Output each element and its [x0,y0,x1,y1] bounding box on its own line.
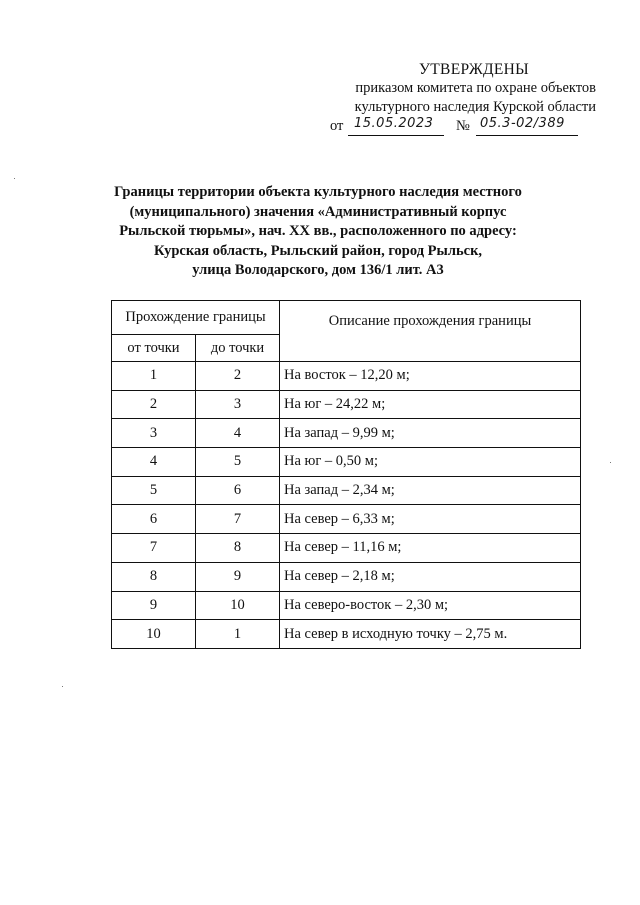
from-point: 5 [112,476,196,505]
to-point: 5 [196,448,280,477]
from-point: 3 [112,419,196,448]
approval-block [326,60,596,141]
document-heading [90,183,546,281]
scan-speck [62,686,63,687]
from-point: 10 [112,620,196,649]
table-row [112,476,581,505]
approval-title: УТВЕРЖДЕНЫ [419,61,529,78]
from-point: 4 [112,448,196,477]
segment-description: На север – 11,16 м; [280,534,581,563]
to-point: 1 [196,620,280,649]
header-description: Описание прохождения границы [280,301,581,362]
number-prefix: № [456,118,470,134]
heading-line-4: Курская область, Рыльский район, город Рыльск, [153,242,483,259]
segment-description: На запад – 2,34 м; [280,476,581,505]
header-boundary-passage: Прохождение границы [112,301,280,335]
table-row [112,591,581,620]
to-point: 6 [196,476,280,505]
to-point: 10 [196,591,280,620]
heading-line-5: улица Володарского, дом 136/1 лит. А3 [192,262,444,278]
table-row [112,419,581,448]
segment-description: На север в исходную точку – 2,75 м. [280,620,581,649]
date-underline [348,135,444,136]
table-row [112,390,581,419]
segment-description: На юг – 0,50 м; [280,448,581,477]
segment-description: На юг – 24,22 м; [280,390,581,419]
to-point: 7 [196,505,280,534]
order-date: 15.05.2023 [354,116,434,131]
order-number: 05.3-02/389 [480,116,565,131]
to-point: 9 [196,562,280,591]
heading-line-1: Границы территории объекта культурного наследия местного [114,184,522,200]
from-point: 7 [112,534,196,563]
from-point: 1 [112,362,196,391]
number-underline [476,135,578,136]
heading-line-2: (муниципального) значения «Административный корпус [129,203,507,220]
approval-line-2: культурного наследия Курской области [354,99,596,115]
scan-speck [610,462,611,463]
segment-description: На восток – 12,20 м; [280,362,581,391]
scan-speck [14,178,15,179]
segment-description: На север – 6,33 м; [280,505,581,534]
segment-description: На северо-восток – 2,30 м; [280,591,581,620]
to-point: 2 [196,362,280,391]
to-point: 3 [196,390,280,419]
table-row [112,562,581,591]
to-point: 8 [196,534,280,563]
table-row [112,448,581,477]
table-row [112,534,581,563]
segment-description: На запад – 9,99 м; [280,419,581,448]
approval-signature-line [326,117,596,141]
segment-description: На север – 2,18 м; [280,562,581,591]
from-point: 9 [112,591,196,620]
from-point: 6 [112,505,196,534]
header-from-point: от точки [112,335,196,362]
from-point: 8 [112,562,196,591]
table-row [112,362,581,391]
heading-line-3: Рыльской тюрьмы», нач. XX вв., расположенного по адресу: [119,223,517,239]
approval-line-1: приказом комитета по охране объектов [355,80,596,96]
table-row [112,620,581,649]
date-prefix: от [330,118,344,134]
to-point: 4 [196,419,280,448]
table-row [112,505,581,534]
boundary-table [111,300,581,649]
header-to-point: до точки [196,335,280,362]
from-point: 2 [112,390,196,419]
